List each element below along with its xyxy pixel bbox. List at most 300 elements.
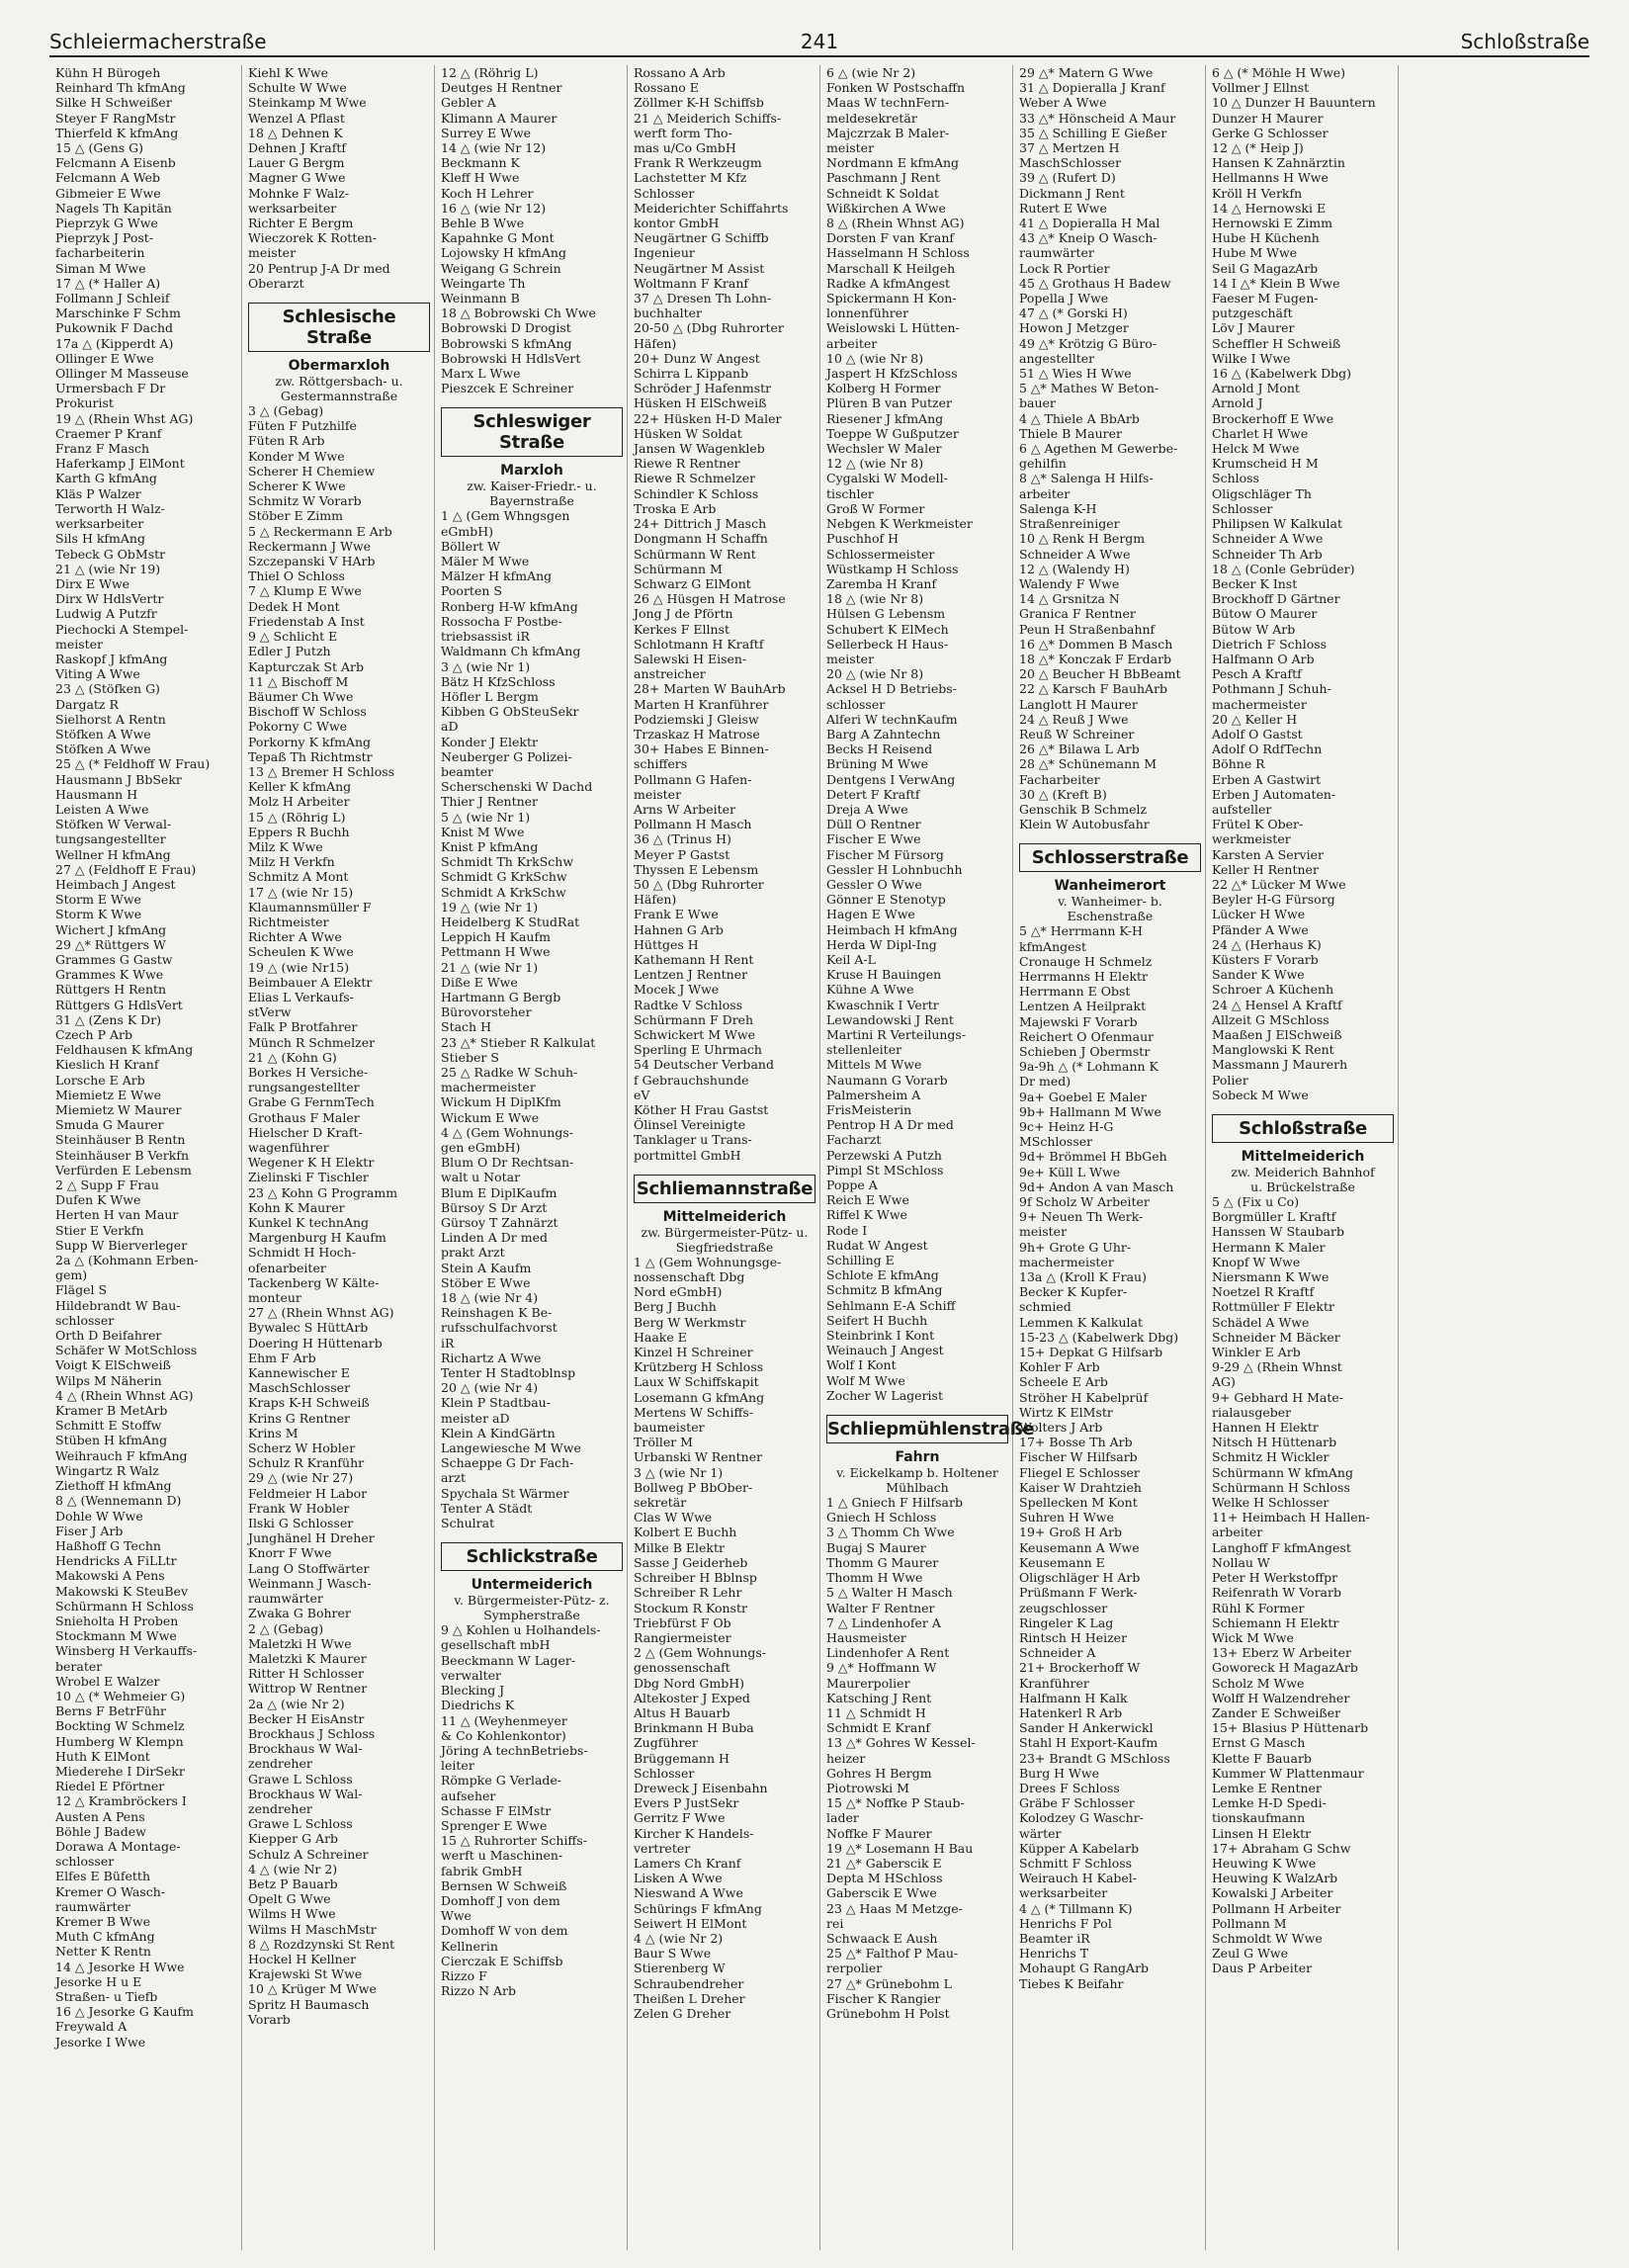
directory-entry: Miemietz W Maurer (55, 1102, 182, 1118)
directory-entry: Beyler H-G Fürsorg (1212, 892, 1335, 908)
directory-entry: Wolters J Arb (1019, 1420, 1103, 1436)
directory-entry: Halfmann O Arb (1212, 651, 1315, 666)
directory-entry: Hellmanns H Wwe (1212, 170, 1329, 186)
directory-entry: Philipsen W Kalkulat (1212, 516, 1343, 532)
directory-entry: Pukownik F Dachd (55, 320, 174, 336)
directory-entry: Schlosser (634, 185, 695, 201)
directory-entry: Herrmann E Obst (1019, 984, 1131, 1000)
directory-entry: Scholz M Wwe (1212, 1675, 1305, 1691)
directory-entry: Betz P Bauarb (248, 1875, 338, 1891)
directory-entry: gem) (55, 1267, 88, 1283)
directory-entry: 20 △ Keller H (1212, 711, 1298, 727)
directory-entry: Rüttgers H Rentn (55, 982, 167, 998)
directory-entry: 15 △ (Röhrig L) (248, 809, 346, 825)
directory-columns (49, 65, 1591, 2250)
directory-entry: gehilfin (1019, 456, 1067, 472)
directory-entry: Riewe R Rentner (634, 456, 740, 472)
directory-entry: Schneider A (1019, 1645, 1096, 1661)
directory-entry: Straßen- u Tiefb (55, 1989, 158, 2004)
directory-entry: Voigt K ElSchweiß (55, 1357, 171, 1373)
directory-entry: Thomm H Wwe (826, 1570, 923, 1586)
column-8 (1399, 65, 1591, 2250)
directory-entry: Römpke G Verlade- (441, 1773, 562, 1788)
directory-entry: Lücker H Wwe (1212, 907, 1306, 922)
directory-entry: bauer (1019, 395, 1056, 411)
directory-entry: Thier J Rentner (441, 794, 539, 810)
directory-entry: Austen A Pens (55, 1808, 145, 1824)
directory-entry: Lemke E Rentner (1212, 1780, 1322, 1795)
directory-entry: Seil G MagazArb (1212, 260, 1319, 276)
directory-entry: Elfes E Büfetth (55, 1869, 150, 1884)
directory-entry: 4 △ (wie Nr 2) (248, 1861, 338, 1876)
directory-entry: Riedel E Pförtner (55, 1779, 165, 1794)
directory-entry: Zaremba H Kranf (826, 575, 937, 591)
directory-entry: 22+ Hüsken H-D Maler (634, 410, 782, 426)
directory-entry: 35 △ Schilling E Gießer (1019, 125, 1167, 140)
directory-entry: Koch H Lehrer (441, 185, 534, 201)
street-location: u. Brückelstraße (1250, 1179, 1355, 1195)
street-location: v. Wanheimer- b. (1058, 894, 1162, 910)
directory-entry: Bobrowski D Drogist (441, 320, 571, 336)
directory-entry: 11 △ Schmidt H (826, 1704, 926, 1720)
directory-entry: Schaeppe G Dr Fach- (441, 1455, 574, 1471)
directory-entry: Triebfürst F Ob (634, 1614, 731, 1630)
directory-entry: Tepaß Th Richtmstr (248, 748, 373, 764)
directory-entry: Schmidt G KrkSchw (441, 869, 567, 885)
directory-entry: Lachstetter M Kfz (634, 170, 747, 186)
directory-entry: 4 △ (Rhein Whnst AG) (55, 1387, 194, 1403)
directory-entry: Rossocha F Postbe- (441, 613, 562, 629)
directory-entry: 50 △ (Dbg Ruhrorter (634, 876, 764, 892)
directory-entry: Schieben J Obermstr (1019, 1043, 1151, 1059)
directory-entry: 11 △ (Weyhenmeyer (441, 1712, 567, 1728)
directory-entry: Maurerpolier (826, 1675, 910, 1691)
directory-entry: Noetzel R Kraftf (1212, 1284, 1315, 1300)
directory-entry: 9a+ Goebel E Maler (1019, 1089, 1147, 1104)
directory-entry: stVerw (248, 1004, 292, 1020)
directory-entry: Schäfer W MotSchloss (55, 1343, 198, 1358)
directory-entry: Ronberg H-W kfmAng (441, 598, 578, 614)
directory-entry: Gerke G Schlosser (1212, 125, 1329, 140)
directory-entry: 7 △ Klump E Wwe (248, 583, 362, 599)
directory-entry: Rottmüller F Elektr (1212, 1299, 1334, 1315)
directory-entry: Brockhoff D Gärtner (1212, 591, 1340, 607)
directory-entry: Scherz W Hobler (248, 1440, 356, 1456)
directory-entry: Kellnerin (441, 1938, 498, 1954)
directory-entry: Pesch A Kraftf (1212, 666, 1302, 682)
directory-entry: Stieber S (441, 1049, 499, 1065)
directory-entry: schlosser (55, 1854, 115, 1870)
directory-entry: Grothaus F Maler (248, 1109, 360, 1125)
directory-entry: Karsten A Servier (1212, 846, 1324, 862)
directory-entry: 14 △ Hernowski E (1212, 200, 1327, 216)
directory-entry: Bischoff W Schloss (248, 704, 367, 720)
directory-entry: Reichert O Ofenmaur (1019, 1028, 1155, 1044)
directory-entry: Szczepanski V HArb (248, 554, 376, 569)
directory-entry: Häfen) (634, 335, 677, 351)
directory-entry: Barg A Zahntechn (826, 726, 941, 741)
directory-entry: Storm E Wwe (55, 892, 141, 908)
directory-entry: Winkler E Arb (1212, 1345, 1301, 1360)
directory-entry: Wolf M Wwe (826, 1372, 905, 1388)
directory-entry: Peun H Straßenbahnf (1019, 621, 1156, 637)
directory-entry: Beckmann K (441, 155, 520, 171)
directory-entry: Kapturczak St Arb (248, 658, 364, 674)
directory-entry: Troska E Arb (634, 500, 717, 516)
directory-entry: Knist P kfmAng (441, 838, 539, 854)
directory-entry: meister (634, 786, 682, 802)
directory-entry: Dunzer H Maurer (1212, 110, 1324, 126)
directory-entry: Fonken W Postschaffn (826, 80, 966, 96)
directory-entry: Schlote E kfmAng (826, 1267, 939, 1283)
directory-entry: Schmoldt W Wwe (1212, 1930, 1323, 1946)
directory-entry: Schirra L Kippanb (634, 366, 749, 382)
directory-entry: 14 △ Grsnitza N (1019, 591, 1120, 607)
directory-entry: Spychala St Wärmer (441, 1485, 569, 1501)
directory-entry: Bütow O Maurer (1212, 606, 1318, 622)
column-7 (1206, 65, 1399, 2250)
directory-entry: Böhle J Badew (55, 1823, 146, 1839)
directory-entry: 5 △ (Fix u Co) (1212, 1194, 1300, 1210)
directory-entry: Linden A Dr med (441, 1230, 548, 1246)
directory-entry: nossenschaft Dbg (634, 1269, 745, 1285)
directory-entry: eGmbH) (441, 523, 494, 539)
directory-entry: 15-23 △ (Kabelwerk Dbg) (1019, 1329, 1179, 1345)
directory-entry: Weirauch H Kabel- (1019, 1871, 1138, 1886)
directory-entry: gen eGmbH) (441, 1140, 521, 1155)
directory-entry: machermeister (1212, 696, 1307, 712)
directory-entry: Cronauge H Schmelz (1019, 953, 1153, 969)
directory-entry: 30 △ (Kreft B) (1019, 786, 1107, 802)
directory-entry: Weislowski L Hütten- (826, 320, 960, 336)
directory-entry: Zwaka G Bohrer (248, 1606, 351, 1621)
directory-entry: 18 △ Bobrowski Ch Wwe (441, 305, 596, 321)
directory-entry: Kowalski J Arbeiter (1212, 1885, 1333, 1901)
directory-entry: Pollmann M (1212, 1915, 1287, 1931)
directory-entry: Neugärtner G Schiffb (634, 230, 769, 246)
directory-entry: Czech P Arb (55, 1027, 132, 1042)
directory-entry: Becks H Reisend (826, 741, 933, 757)
directory-entry: Schneider A Wwe (1212, 531, 1324, 547)
directory-entry: Dr med) (1019, 1074, 1072, 1090)
directory-entry: Zeul G Wwe (1212, 1946, 1289, 1962)
directory-entry: Pollmann H Masch (634, 817, 752, 832)
directory-entry: Majczrzak B Maler- (826, 125, 950, 140)
directory-entry: Paschmann J Rent (826, 170, 941, 186)
directory-entry: Schmitt E Stoffw (55, 1418, 162, 1434)
street-location: Sympherstraße (483, 1608, 580, 1623)
directory-entry: Steinhäuser B Rentn (55, 1132, 186, 1148)
directory-entry: Langhoff F kfmAngest (1212, 1539, 1351, 1555)
directory-entry: Surrey E Wwe (441, 125, 532, 140)
directory-entry: Häfen) (634, 892, 677, 908)
directory-entry: Oberarzt (248, 275, 304, 291)
directory-entry: Huth K ElMont (55, 1748, 150, 1764)
directory-entry: Pimpl St MSchloss (826, 1162, 944, 1178)
directory-entry: 24 △ Reuß J Wwe (1019, 711, 1129, 727)
directory-entry: Falk P Brotfahrer (248, 1019, 358, 1035)
directory-entry: beamter (441, 763, 494, 779)
directory-entry: Lock R Portier (1019, 260, 1110, 276)
directory-entry: 4 △ (wie Nr 2) (634, 1930, 724, 1946)
directory-entry: Reich E Wwe (826, 1192, 909, 1208)
directory-entry: Adolf O Gastst (1212, 726, 1303, 741)
directory-entry: stellenleiter (826, 1042, 902, 1058)
directory-entry: 19 △* Losemann H Bau (826, 1840, 974, 1856)
directory-entry: Bobrowski H HdlsVert (441, 350, 581, 366)
header-right-street: Schloßstraße (1460, 30, 1589, 53)
directory-entry: Schwarz G ElMont (634, 575, 751, 591)
directory-entry: Sobeck M Wwe (1212, 1087, 1309, 1102)
directory-entry: rialausgeber (1212, 1404, 1292, 1420)
directory-entry: Kannewischer E (248, 1365, 350, 1381)
directory-entry: Weigang G Schrein (441, 260, 561, 276)
directory-entry: Goworeck H MagazArb (1212, 1660, 1358, 1676)
directory-entry: 1 △ (Gem Wohnungsge- (634, 1254, 782, 1269)
directory-entry: Massmann J Maurerh (1212, 1057, 1348, 1073)
directory-entry: Schürmann H Schloss (1212, 1479, 1350, 1495)
directory-entry: Nord eGmbH) (634, 1284, 723, 1300)
directory-entry: 18 △* Konczak F Erdarb (1019, 651, 1172, 666)
directory-entry: 6 △ (wie Nr 2) (826, 65, 916, 80)
directory-entry: Tröller M (634, 1435, 693, 1450)
directory-entry: Salewski H Eisen- (634, 651, 747, 666)
directory-entry: Füten F Putzhilfe (248, 418, 357, 434)
directory-entry: Mäler M Wwe (441, 554, 530, 569)
directory-entry: 36 △ (Trinus H) (634, 831, 731, 847)
directory-entry: 9e+ Küll L Wwe (1019, 1164, 1121, 1179)
directory-entry: Stier E Verkfn (55, 1222, 144, 1238)
directory-entry: & Co Kohlenkontor) (441, 1727, 566, 1743)
directory-entry: Zielinski F Tischler (248, 1170, 369, 1185)
directory-entry: Bätz H KfzSchloss (441, 673, 556, 689)
directory-entry: Allzeit G MSchloss (1212, 1011, 1329, 1027)
directory-entry: Mohnke F Walz- (248, 185, 350, 201)
directory-entry: Maletzki H Wwe (248, 1635, 352, 1651)
directory-entry: 21+ Brockerhoff W (1019, 1660, 1141, 1676)
directory-entry: Doering H Hüttenarb (248, 1335, 383, 1351)
directory-entry: rufsschulfachvorst (441, 1320, 557, 1336)
directory-entry: Gibmeier E Wwe (55, 185, 161, 201)
directory-entry: Wilms H MaschMstr (248, 1921, 377, 1937)
directory-entry: 15+ Depkat G Hilfsarb (1019, 1345, 1163, 1360)
directory-entry: 20+ Dunz W Angest (634, 350, 760, 366)
directory-entry: Oligschläger Th (1212, 485, 1312, 501)
directory-entry: Schürmann H Schloss (55, 1598, 194, 1614)
directory-entry: Craemer P Kranf (55, 425, 162, 441)
directory-entry: Verfürden E Lebensm (55, 1162, 192, 1178)
directory-entry: Rizzo F (441, 1967, 487, 1983)
directory-entry: 12 △ (Röhrig L) (441, 65, 539, 80)
directory-entry: Rüttgers G HdlsVert (55, 997, 183, 1012)
directory-entry: Reinshagen K Be- (441, 1305, 553, 1321)
directory-entry: 25 △ Radke W Schuh- (441, 1064, 578, 1080)
directory-entry: aufseher (441, 1788, 496, 1803)
column-6 (1013, 65, 1206, 2250)
directory-entry: Hernowski E Zimm (1212, 216, 1332, 231)
directory-entry: Füten R Arb (248, 433, 325, 449)
directory-entry: Flägel S (55, 1282, 108, 1298)
directory-entry: Krins G Rentner (248, 1410, 351, 1426)
directory-entry: Thiel O Schloss (248, 568, 345, 584)
directory-entry: Palmersheim A (826, 1087, 921, 1102)
district-name: Wanheimerort (1054, 878, 1166, 895)
directory-entry: 9 △ Schlicht E (248, 629, 338, 645)
directory-entry: anstreicher (634, 666, 706, 682)
directory-entry: 6 △ (* Möhle H Wwe) (1212, 65, 1346, 80)
directory-entry: 9b+ Hallmann M Wwe (1019, 1103, 1161, 1119)
directory-entry: Viting A Wwe (55, 666, 140, 682)
directory-entry: Hansen K Zahnärztin (1212, 155, 1345, 171)
directory-entry: Dehnen J Kraftf (248, 140, 346, 156)
directory-entry: Stöber E Wwe (441, 1274, 531, 1290)
directory-entry: Pollmann G Hafen- (634, 771, 752, 787)
directory-entry: Kremer O Wasch- (55, 1883, 166, 1899)
street-location: Eschenstraße (1067, 909, 1154, 924)
directory-entry: Niersmann K Wwe (1212, 1269, 1329, 1285)
directory-entry: Granica F Rentner (1019, 606, 1136, 622)
directory-entry: raumwärter (55, 1898, 130, 1914)
directory-entry: Seiwert H ElMont (634, 1915, 747, 1931)
directory-entry: Weingarte Th (441, 275, 526, 291)
directory-entry: Zöllmer K-H Schiffsb (634, 95, 764, 111)
directory-entry: Rintsch H Heizer (1019, 1629, 1128, 1645)
directory-entry: Opelt G Wwe (248, 1891, 331, 1907)
directory-entry: Bockting W Schmelz (55, 1718, 185, 1734)
directory-entry: Maaßen J ElSchweiß (1212, 1027, 1342, 1042)
directory-entry: Cierczak E Schiffsb (441, 1953, 563, 1968)
directory-entry: 6 △ Agethen M Gewerbe- (1019, 441, 1178, 457)
directory-entry: Jaspert H KfzSchloss (826, 366, 958, 382)
directory-entry: 24+ Dittrich J Masch (634, 516, 767, 532)
directory-entry: Depta M HSchloss (826, 1871, 943, 1886)
directory-entry: Kaiser W Drahtzieh (1019, 1479, 1142, 1495)
directory-entry: 4 △ (Gem Wohnungs- (441, 1124, 573, 1140)
directory-entry: Langewiesche M Wwe (441, 1440, 581, 1456)
directory-entry: Bernsen W Schweiß (441, 1877, 567, 1893)
directory-entry: Plüren B van Putzer (826, 395, 952, 411)
directory-entry: Ilski G Schlosser (248, 1516, 354, 1531)
directory-entry: Drees F Schloss (1019, 1780, 1120, 1795)
directory-entry: Fiser J Arb (55, 1523, 124, 1538)
directory-entry: Raskopf J kfmAng (55, 651, 168, 666)
directory-entry: eV (634, 1087, 650, 1102)
directory-entry: Schlotmann H Kraftf (634, 636, 764, 652)
directory-entry: Sperling E Uhrmach (634, 1042, 762, 1058)
directory-entry: Piechocki A Stempel- (55, 621, 189, 637)
directory-entry: Stach H (441, 1019, 491, 1035)
directory-entry: Schmitz W Vorarb (248, 493, 362, 509)
directory-entry: Fischer M Fürsorg (826, 846, 944, 862)
directory-entry: Wilps M Näherin (55, 1372, 162, 1388)
directory-entry: Frütel K Ober- (1212, 817, 1304, 832)
directory-entry: Riffel K Wwe (826, 1207, 907, 1223)
directory-entry: Follmann J Schleif (55, 291, 170, 306)
directory-entry: 37 △ Mertzen H (1019, 140, 1120, 156)
directory-entry: Fischer E Wwe (826, 831, 921, 847)
directory-entry: 1 △ (Gem Whngsgen (441, 508, 570, 524)
directory-entry: Poppe A (826, 1178, 878, 1193)
directory-entry: Schreiber R Lehr (634, 1585, 742, 1601)
directory-entry: Rutert E Wwe (1019, 200, 1107, 216)
directory-entry: Domhoff W von dem (441, 1923, 568, 1939)
directory-entry: Pfänder A Wwe (1212, 921, 1309, 937)
directory-entry: Krumscheid H M (1212, 456, 1319, 472)
directory-entry: Hannen H Elektr (1212, 1420, 1319, 1436)
directory-entry: Vorarb (248, 2011, 291, 2027)
directory-entry: Prüßmann F Werk- (1019, 1585, 1138, 1601)
directory-entry: Keller K kfmAng (248, 779, 352, 795)
directory-entry: Makowski A Pens (55, 1568, 165, 1584)
directory-entry: Felcmann A Eisenb (55, 155, 176, 171)
directory-entry: 9d+ Andon A van Masch (1019, 1178, 1174, 1194)
directory-entry: Henrichs T (1019, 1946, 1089, 1962)
directory-entry: Ritter H Schlosser (248, 1666, 365, 1682)
directory-entry: 39 △ (Rufert D) (1019, 170, 1116, 186)
directory-entry: Hausmeister (826, 1629, 906, 1645)
directory-entry: Weihrauch F kfmAng (55, 1447, 188, 1463)
directory-entry: Knorr F Wwe (248, 1545, 332, 1561)
directory-entry: Felcmann A Web (55, 170, 160, 186)
directory-entry: meister (248, 245, 297, 261)
directory-entry: sekretär (634, 1495, 687, 1511)
directory-entry: Detert F Kraftf (826, 786, 920, 802)
directory-entry: 12 △ (wie Nr 8) (826, 456, 924, 472)
directory-entry: Silke H Schweißer (55, 95, 172, 111)
directory-entry: wärter (1019, 1825, 1062, 1841)
directory-entry: Scherschenski W Dachd (441, 779, 593, 795)
directory-entry: Ehm F Arb (248, 1350, 316, 1365)
directory-entry: Friedenstab A Inst (248, 613, 365, 629)
directory-entry: Nollau W (1212, 1554, 1270, 1570)
directory-entry: Diedrichs K (441, 1698, 515, 1713)
directory-entry: Kathemann H Rent (634, 951, 754, 967)
directory-entry: werksarbeiter (1019, 1885, 1108, 1901)
directory-entry: Kieslich H Kranf (55, 1057, 159, 1073)
street-location: Mühlbach (886, 1480, 949, 1496)
directory-entry: Jöring A technBetriebs- (441, 1742, 588, 1758)
directory-entry: 3 △ Thomm Ch Wwe (826, 1525, 955, 1540)
directory-entry: 19+ Groß H Arb (1019, 1525, 1123, 1540)
directory-entry: Martini R Verteilungs- (826, 1027, 967, 1042)
directory-entry: Dirx E Wwe (55, 575, 130, 591)
directory-entry: Wilke I Wwe (1212, 350, 1291, 366)
directory-entry: Gaberscik E Wwe (826, 1885, 937, 1901)
directory-entry: Weber A Wwe (1019, 95, 1107, 111)
directory-entry: Schulz A Schreiner (248, 1846, 369, 1862)
directory-entry: Terworth H Walz- (55, 500, 165, 516)
directory-entry: Brockhaus W Wal- (248, 1786, 363, 1801)
directory-entry: Arnold J (1212, 395, 1263, 411)
directory-entry: 20 △ (wie Nr 4) (441, 1380, 539, 1396)
directory-entry: Supp W Bierverleger (55, 1237, 188, 1253)
directory-entry: 5 △ (wie Nr 1) (441, 809, 531, 825)
directory-entry: 9h+ Grote G Uhr- (1019, 1239, 1132, 1255)
directory-entry: Lindenhofer A Rent (826, 1645, 950, 1661)
directory-entry: Clas W Wwe (634, 1510, 713, 1526)
directory-entry: Dickmann J Rent (1019, 185, 1125, 201)
directory-entry: meister (826, 651, 875, 666)
street-location: Gestermannstraße (280, 389, 398, 404)
directory-entry: Schmidt H Hoch- (248, 1245, 357, 1261)
directory-entry: Lisken A Wwe (634, 1871, 723, 1886)
directory-entry: Halfmann H Kalk (1019, 1690, 1128, 1705)
directory-entry: Wichert J kfmAng (55, 921, 167, 937)
directory-entry: 23 △* Stieber R Kalkulat (441, 1034, 596, 1050)
directory-entry: Miemietz E Wwe (55, 1087, 162, 1102)
directory-entry: Keusemann E (1019, 1554, 1105, 1570)
directory-entry: Löv J Maurer (1212, 320, 1295, 336)
